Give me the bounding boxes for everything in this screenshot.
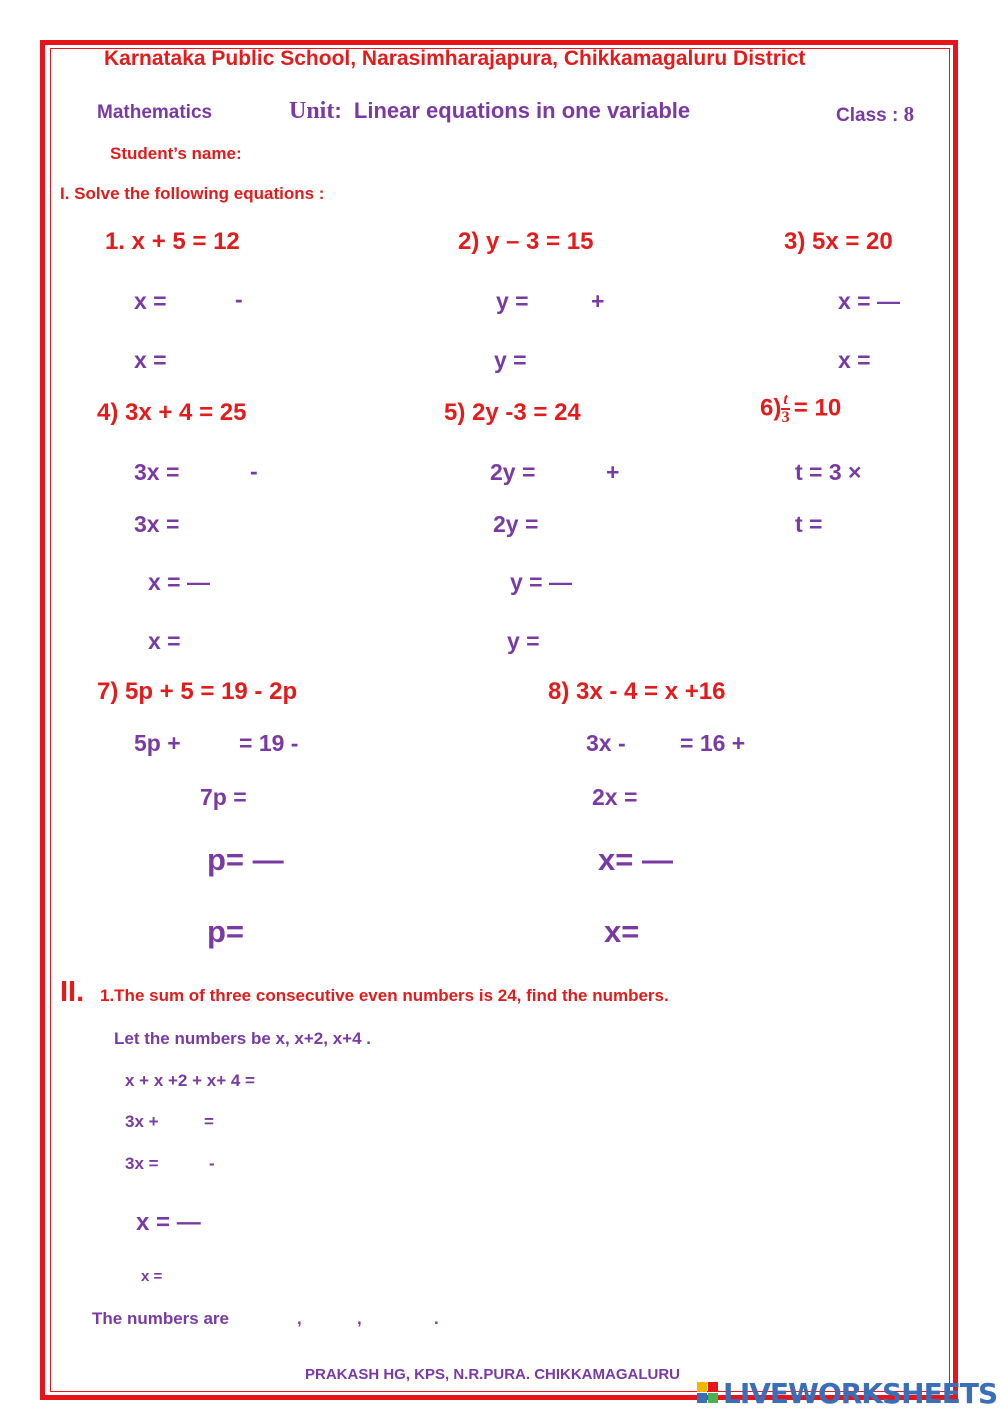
q4-equation: 4) 3x + 4 = 25 <box>97 399 247 426</box>
section2-numeral: II. <box>60 976 85 1008</box>
q6-frac-numerator: t <box>783 391 788 408</box>
q6-rest: = 10 <box>793 394 842 422</box>
section2-answer-sep1: , <box>297 1309 302 1328</box>
section2-step2-eq: = <box>204 1112 214 1131</box>
q4-step1-op: - <box>250 458 258 484</box>
section2-step4: x = — <box>136 1209 201 1236</box>
q1-step1-lhs: x = <box>134 288 167 314</box>
q2-step1-lhs: y = <box>496 288 529 314</box>
section2-step3-lhs: 3x = <box>125 1154 159 1173</box>
q7-step2: 7p = <box>200 784 247 810</box>
section2-step1: x + x +2 + x+ 4 = <box>125 1071 255 1090</box>
q6-step2: t = <box>795 511 823 537</box>
q7-step4: p= <box>207 914 245 949</box>
q1-step2: x = <box>134 347 167 373</box>
subject-label: Mathematics <box>97 102 213 123</box>
q5-equation: 5) 2y -3 = 24 <box>444 399 581 426</box>
q5-step4: y = <box>507 628 540 654</box>
q7-equation: 7) 5p + 5 = 19 - 2p <box>97 678 298 705</box>
q6-step1: t = 3 × <box>795 459 862 485</box>
liveworksheets-icon <box>697 1382 719 1404</box>
q4-step3: x = — <box>148 569 211 595</box>
q2-equation: 2) y – 3 = 15 <box>458 228 594 255</box>
q7-step3: p= — <box>207 842 284 877</box>
class-number: 8 <box>903 102 915 126</box>
unit-title: Linear equations in one variable <box>353 98 691 123</box>
q8-step4: x= <box>604 914 640 949</box>
q8-step3: x= — <box>598 842 673 877</box>
q4-step4: x = <box>148 628 181 654</box>
q1-step1-op: - <box>235 286 243 312</box>
q4-step1-lhs: 3x = <box>134 459 180 485</box>
section2-step3-op: - <box>209 1154 215 1173</box>
unit-heading <box>289 98 690 125</box>
q8-step1-rhs: = 16 + <box>680 730 746 756</box>
q3-step1: x = — <box>838 288 901 314</box>
section2-step2-lhs: 3x + <box>125 1112 159 1131</box>
unit-colon: : <box>334 98 354 123</box>
q6-label: 6) <box>760 394 782 422</box>
q3-equation: 3) 5x = 20 <box>784 228 893 255</box>
q8-step2: 2x = <box>592 784 638 810</box>
footer-credit: PRAKASH HG, KPS, N.R.PURA. CHIKKAMAGALURU <box>305 1366 681 1383</box>
liveworksheets-logo[interactable] <box>697 1378 997 1408</box>
unit-label: Unit <box>289 98 335 124</box>
section2-step5: x = <box>141 1268 163 1285</box>
section2-answer-end: . <box>434 1309 439 1328</box>
q5-step3: y = — <box>510 569 573 595</box>
q8-equation: 8) 3x - 4 = x +16 <box>548 678 726 705</box>
school-title: Karnataka Public School, Narasimharajapura, Chikkamagaluru District <box>104 47 806 70</box>
q8-step1-lhs: 3x - <box>586 730 626 756</box>
class-label: Class : <box>836 105 899 126</box>
section2-answer-label: The numbers are <box>92 1309 229 1328</box>
class-heading <box>836 102 914 127</box>
section2-let: Let the numbers be x, x+2, x+4 . <box>114 1029 371 1048</box>
q2-step1-op: + <box>591 288 605 314</box>
q7-step1-rhs: = 19 - <box>239 730 299 756</box>
section1-title: I. Solve the following equations : <box>60 184 325 203</box>
q6-frac-denominator: 3 <box>781 409 790 426</box>
q6-fraction <box>781 392 789 426</box>
section2-answer-sep2: , <box>357 1309 362 1328</box>
section2-question: 1.The sum of three consecutive even numbers is 24, find the numbers. <box>100 986 669 1005</box>
q5-step2: 2y = <box>493 511 539 537</box>
student-name-label: Student’s name: <box>110 144 242 163</box>
q2-step2: y = <box>494 347 527 373</box>
q6-equation <box>760 392 841 426</box>
liveworksheets-brand: LIVEWORKSHEETS <box>723 1376 998 1410</box>
q5-step1-op: + <box>606 459 620 485</box>
q5-step1-lhs: 2y = <box>490 459 536 485</box>
q4-step2: 3x = <box>134 511 180 537</box>
q7-step1-lhs: 5p + <box>134 730 181 756</box>
q3-step2: x = <box>838 347 871 373</box>
q1-equation: 1. x + 5 = 12 <box>105 228 240 255</box>
